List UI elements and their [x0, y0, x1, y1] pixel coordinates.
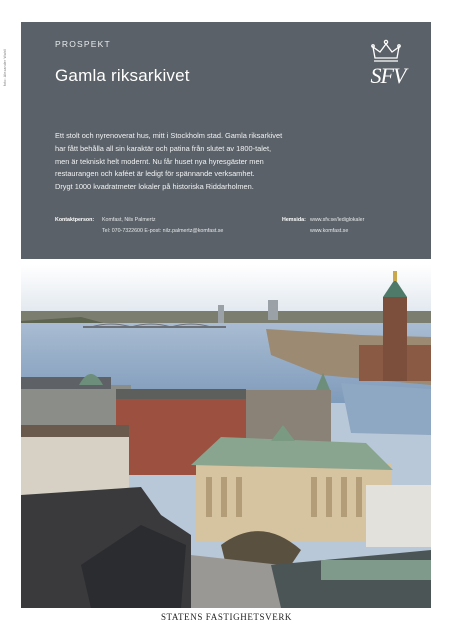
- sky: [21, 265, 431, 317]
- city-hall-tower: [383, 297, 407, 381]
- contact-name: Komfast, Nils Palmertz: [102, 217, 156, 223]
- city-illustration: [21, 265, 431, 608]
- logo-text: SFV: [370, 63, 406, 88]
- intro-line: restaurangen och kaféet är ledigt för spännande verksamhet.: [55, 169, 255, 179]
- white-building-left: [21, 433, 129, 495]
- web-label: Hemsida:: [282, 217, 306, 223]
- web-link-sfv[interactable]: www.sfv.se/lediglokaler: [310, 217, 365, 223]
- section-label: PROSPEKT: [55, 39, 111, 49]
- photo-credit: foto: Alexander Wahll: [3, 48, 7, 86]
- contact-label: Kontaktperson:: [55, 217, 95, 223]
- footer-brand: STATENS FASTIGHETSVERK: [160, 612, 293, 622]
- web-link-komfast[interactable]: www.komfast.se: [310, 227, 349, 234]
- intro-text: [55, 130, 355, 194]
- intro-line: men är tekniskt helt modernt. Nu får huset nya hyresgäster men: [55, 156, 264, 166]
- distant-tower: [218, 305, 224, 323]
- web-block: [282, 215, 364, 236]
- contact-details[interactable]: Tel: 070-7322600 E-post: nilz.palmertz@komfast.se: [102, 227, 224, 234]
- sfv-logo: [357, 38, 415, 90]
- contact-block: [55, 215, 223, 236]
- page-title: Gamla riksarkivet: [55, 66, 190, 85]
- header-panel: [21, 22, 431, 259]
- river-right: [341, 383, 431, 435]
- intro-line: Ett stolt och nyrenoverat hus, mitt i Stockholm stad. Gamla riksarkivet: [55, 131, 283, 140]
- intro-line: har fått behålla all sin karaktär och patina från slutet av 1800-talet,: [55, 143, 272, 153]
- intro-line: Drygt 1000 kvadratmeter lokaler på historiska Riddarholmen.: [55, 182, 254, 192]
- riksarkivet-roof: [191, 437, 393, 470]
- white-building-right: [366, 485, 431, 547]
- city-photo: [21, 265, 431, 608]
